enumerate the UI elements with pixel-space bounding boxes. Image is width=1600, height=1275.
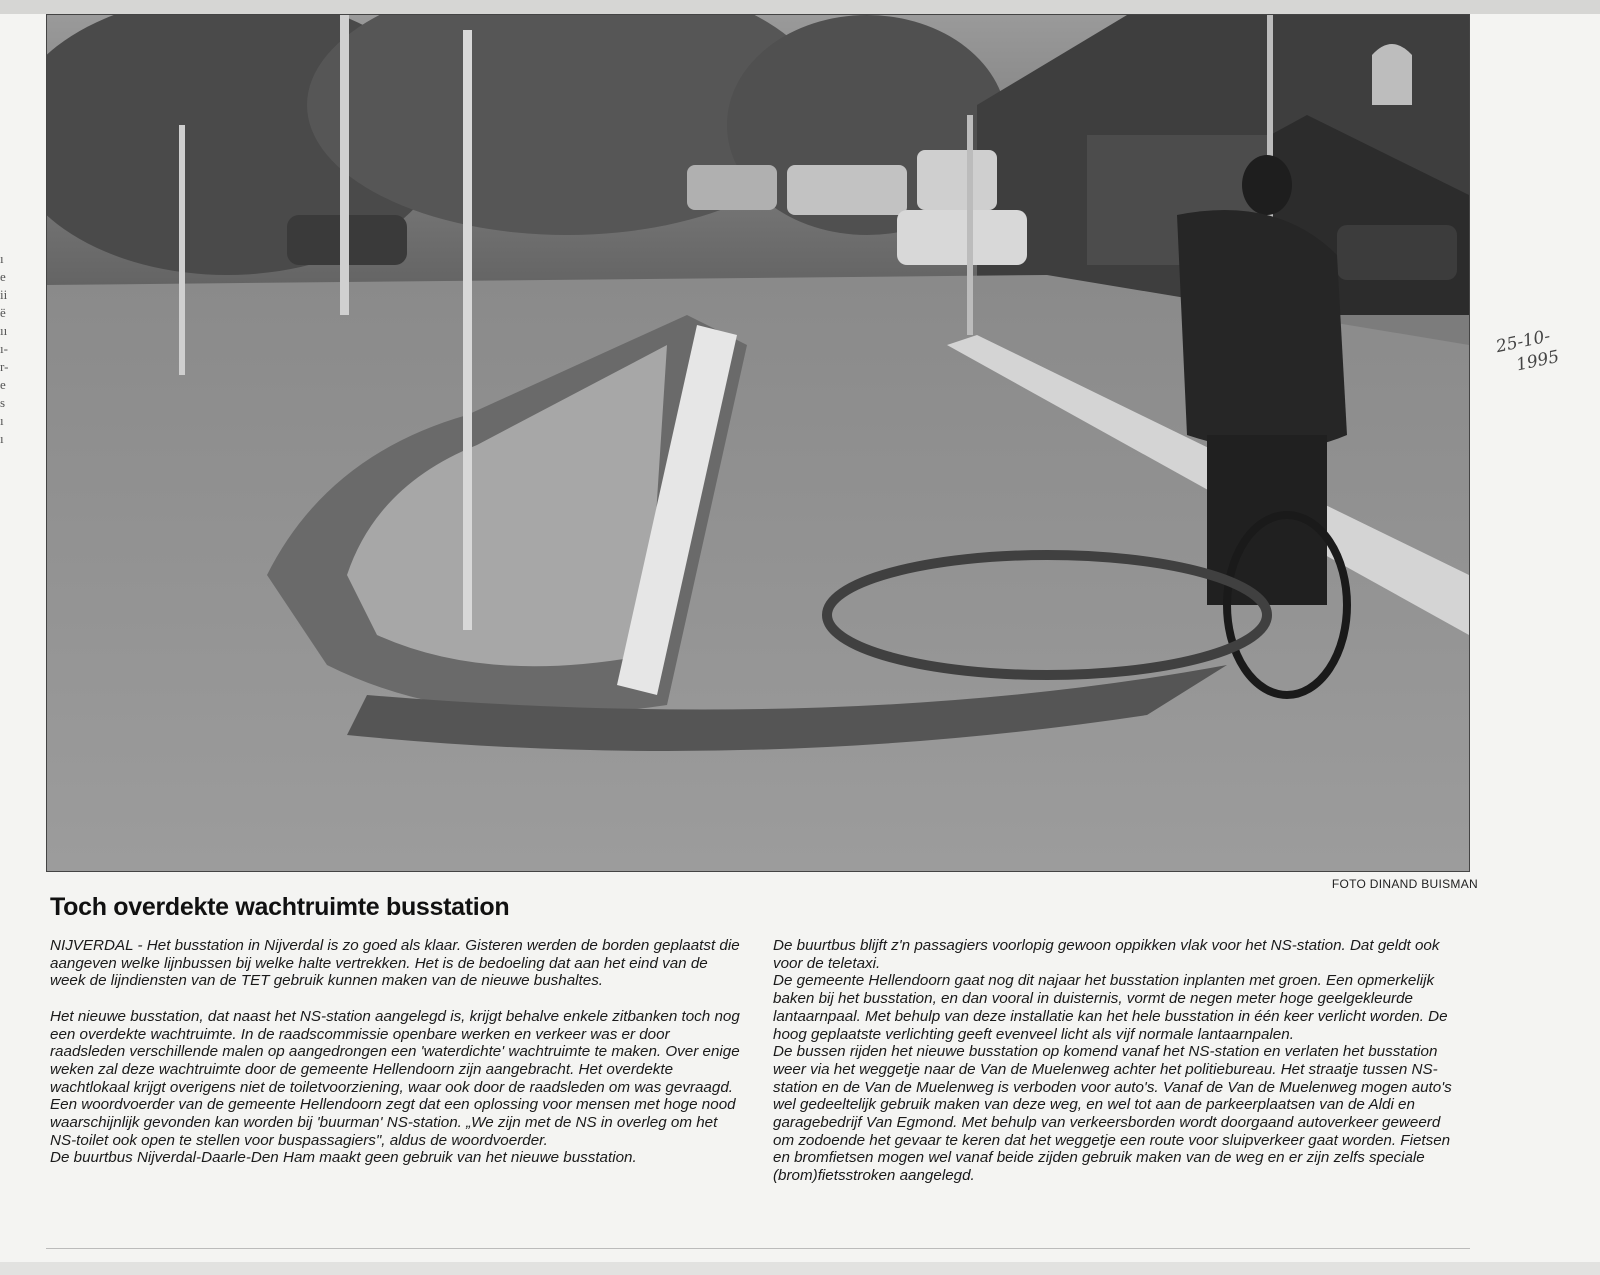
busstation-photo-illustration — [47, 15, 1469, 871]
news-photo — [46, 14, 1470, 872]
article-column-1 — [50, 937, 740, 1167]
scan-bottom-edge — [0, 1262, 1600, 1275]
article-paragraph: De gemeente Hellendoorn gaat nog dit najaar het busstation inplanten met groen. Een opmerkelijk baken bij het busstation, en dan vooral in duisternis, vormt de negen meter hoge geelgekleurde lantaarnpaal. Met behulp van deze installatie kan het hele busstation in één keer verlicht worden. De hoog geplaatste verlichting geeft evenveel licht als vijf normale lantaarnpalen. — [773, 972, 1448, 1043]
scan-top-edge — [0, 0, 1600, 14]
article-headline: Toch overdekte wachtruimte busstation — [50, 893, 510, 921]
article-paragraph: NIJVERDAL - Het busstation in Nijverdal is zo goed als klaar. Gisteren werden de borden geplaatst die aangeven welke lijnbussen bij welke halte vertrekken. Het is de bedoeling dat aan het eind van de week de lijndiensten van de TET gebruik kunnen maken van de nieuwe bushaltes. — [50, 937, 740, 990]
handwritten-date-line-2: 1995 — [1514, 346, 1561, 376]
handwritten-date-line-1: 25-10- — [1494, 326, 1553, 358]
adjacent-clipping-fragment: ı e ii ë ıı ı- r- e s ı ı — [0, 251, 9, 446]
article-paragraph: De bussen rijden het nieuwe busstation op komend vanaf het NS-station en verlaten het busstation weer via het weggetje naar de Van de Muelenweg achter het politiebureau. Het straatje tussen NS-station en de Van de Muelenweg is verboden voor auto's. Vanaf de Van de Muelenweg mogen auto's wel gedeeltelijk gebruik maken van deze weg, en wel tot aan de parkeerplaatsen van de Aldi en garagebedrijf Van Egmond. Met behulp van verkeersborden wordt doorgaand autoverkeer geweerd om zodoende het gevaar te keren dat het weggetje een route voor sluipverkeer gaat worden. Fietsen en bromfietsen mogen wel vanaf beide zijden gebruik maken van de weg en er zijn zelfs speciale (brom)fietsstroken aangelegd. — [773, 1043, 1452, 1185]
article-column-2 — [773, 937, 1463, 1185]
article-paragraph: De buurtbus Nijverdal-Daarle-Den Ham maakt geen gebruik van het nieuwe busstation. — [50, 1149, 637, 1167]
scan-bottom-rule — [46, 1248, 1470, 1249]
handwritten-date-annotation — [1494, 324, 1561, 379]
article-paragraph: Het nieuwe busstation, dat naast het NS-station aangelegd is, krijgt behalve enkele zitbanken toch nog een overdekte wachtruimte. In de raadscommissie openbare werken en verkeer was er door raadsleden verschillende malen op aangedrongen een 'waterdichte' wachtruimte te maken. Over enige weken zal deze wachtruimte door de gemeente Hellendoorn zijn aangebracht. Het overdekte wachtlokaal krijgt overigens niet de toiletvoorziening, waar ook door de raadsleden om was gevraagd. Een woordvoerder van de gemeente Hellendoorn zegt dat een oplossing voor mensen met hoge nood waarschijnlijk gevonden kan worden bij 'buurman' NS-station. „We zijn met de NS in overleg om het NS-toilet ook open te stellen voor buspassagiers", aldus de woordvoerder. — [50, 1007, 740, 1149]
article-paragraph: De buurtbus blijft z'n passagiers voorlopig gewoon oppikken vlak voor het NS-station. Dat geldt ook voor de teletaxi. — [773, 937, 1440, 972]
photo-credit: FOTO DINAND BUISMAN — [1331, 877, 1478, 891]
